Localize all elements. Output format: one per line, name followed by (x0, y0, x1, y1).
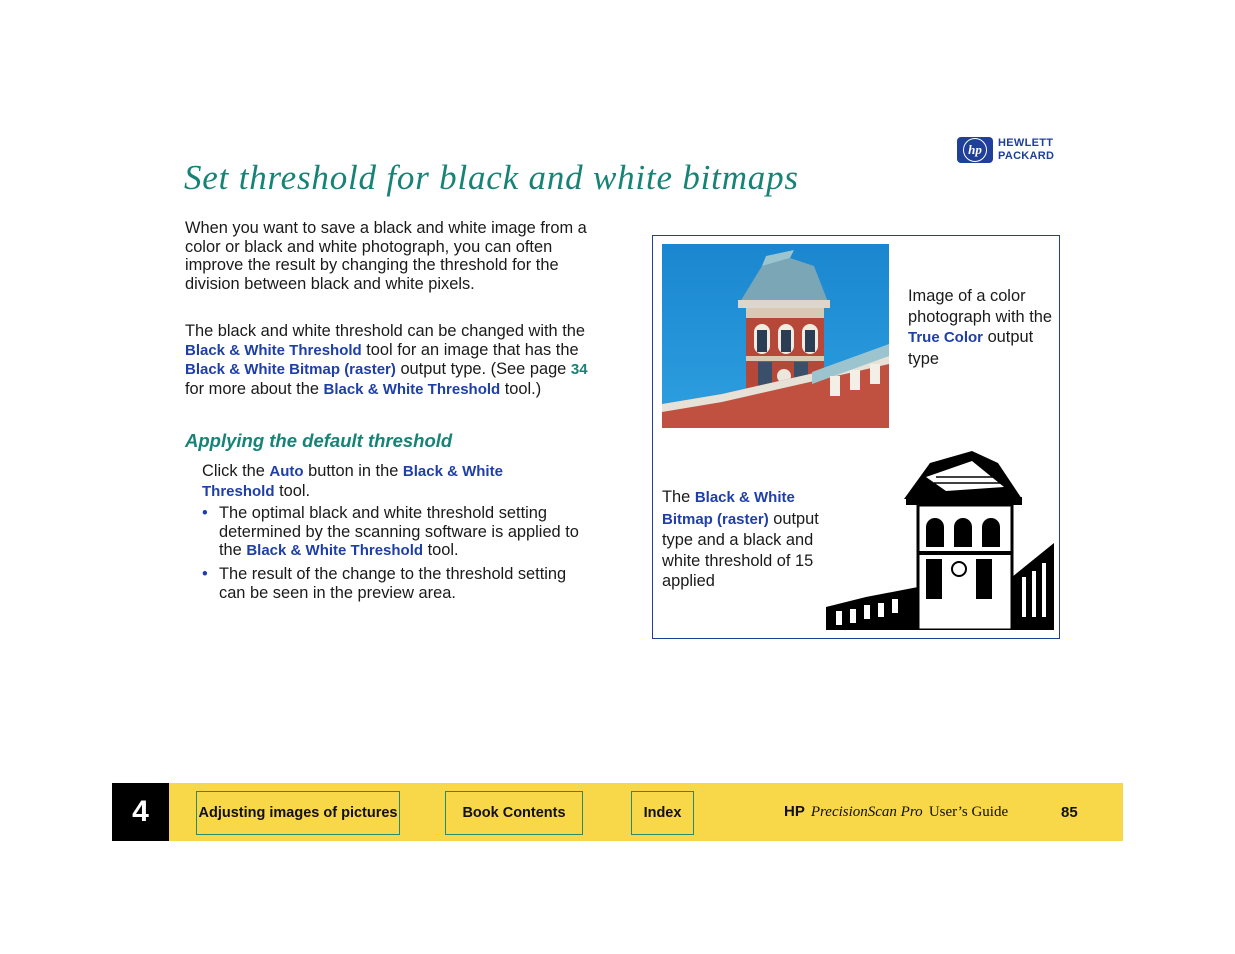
link-bw-bitmap[interactable]: Black & White Bitmap (raster) (185, 361, 396, 379)
link-bw-threshold-2[interactable]: Black & White Threshold (323, 381, 501, 399)
book-contents-button[interactable]: Book Contents (445, 791, 583, 835)
page-title: Set threshold for black and white bitmaps (184, 158, 799, 197)
chapter-tab: 4 (112, 783, 169, 841)
index-button[interactable]: Index (631, 791, 694, 835)
bw-building-image (826, 447, 1054, 630)
link-page-34[interactable]: 34 (570, 361, 588, 379)
link-auto[interactable]: Auto (269, 463, 304, 480)
link-bw-threshold[interactable]: Black & White Threshold (185, 341, 362, 359)
hp-logo (957, 136, 1079, 164)
hp-logo-icon: hp (957, 137, 993, 163)
list-item: • The result of the change to the threshold setting can be seen in the preview area. (202, 565, 567, 602)
footer-bar (169, 783, 1123, 841)
list-item: • The optimal black and white threshold setting determined by the scanning software is applied to the Black & White Threshold tool. (202, 504, 579, 560)
link-bw-threshold-3[interactable]: Black & White Threshold (202, 463, 503, 500)
link-true-color[interactable]: True Color (908, 329, 984, 346)
step-instruction: Click the Auto button in the Black & White Threshold tool. (202, 462, 503, 500)
caption-bw-image: The Black & White Bitmap (raster) output type and a black and white threshold of 15 applied (662, 488, 819, 590)
link-bw-threshold-4[interactable]: Black & White Threshold (246, 542, 424, 560)
guide-title: HP PrecisionScan Pro User’s Guide (784, 803, 1009, 820)
intro-paragraph: When you want to save a black and white image from a color or black and white photograph, you can often improve the result by changing the threshold for the division between black and white pixels. (185, 219, 587, 294)
color-building-photo (662, 244, 889, 428)
bullet-icon: • (202, 565, 208, 583)
link-bw-bitmap-2[interactable]: Black & White Bitmap (raster) (662, 489, 795, 528)
hp-logo-text: HEWLETT PACKARD (998, 137, 1055, 162)
bullet-icon: • (202, 504, 208, 522)
section-heading: Applying the default threshold (185, 430, 453, 451)
section-button[interactable]: Adjusting images of pictures (196, 791, 400, 835)
caption-color-photo: Image of a color photograph with the True Color output type (908, 287, 1052, 368)
page-number: 85 (1061, 804, 1078, 821)
threshold-paragraph: The black and white threshold can be changed with the Black & White Threshold tool for an image that has the Black & White Bitmap (raster) output type. (See page 34 for more about the Black & White Threshold tool.) (185, 322, 588, 399)
